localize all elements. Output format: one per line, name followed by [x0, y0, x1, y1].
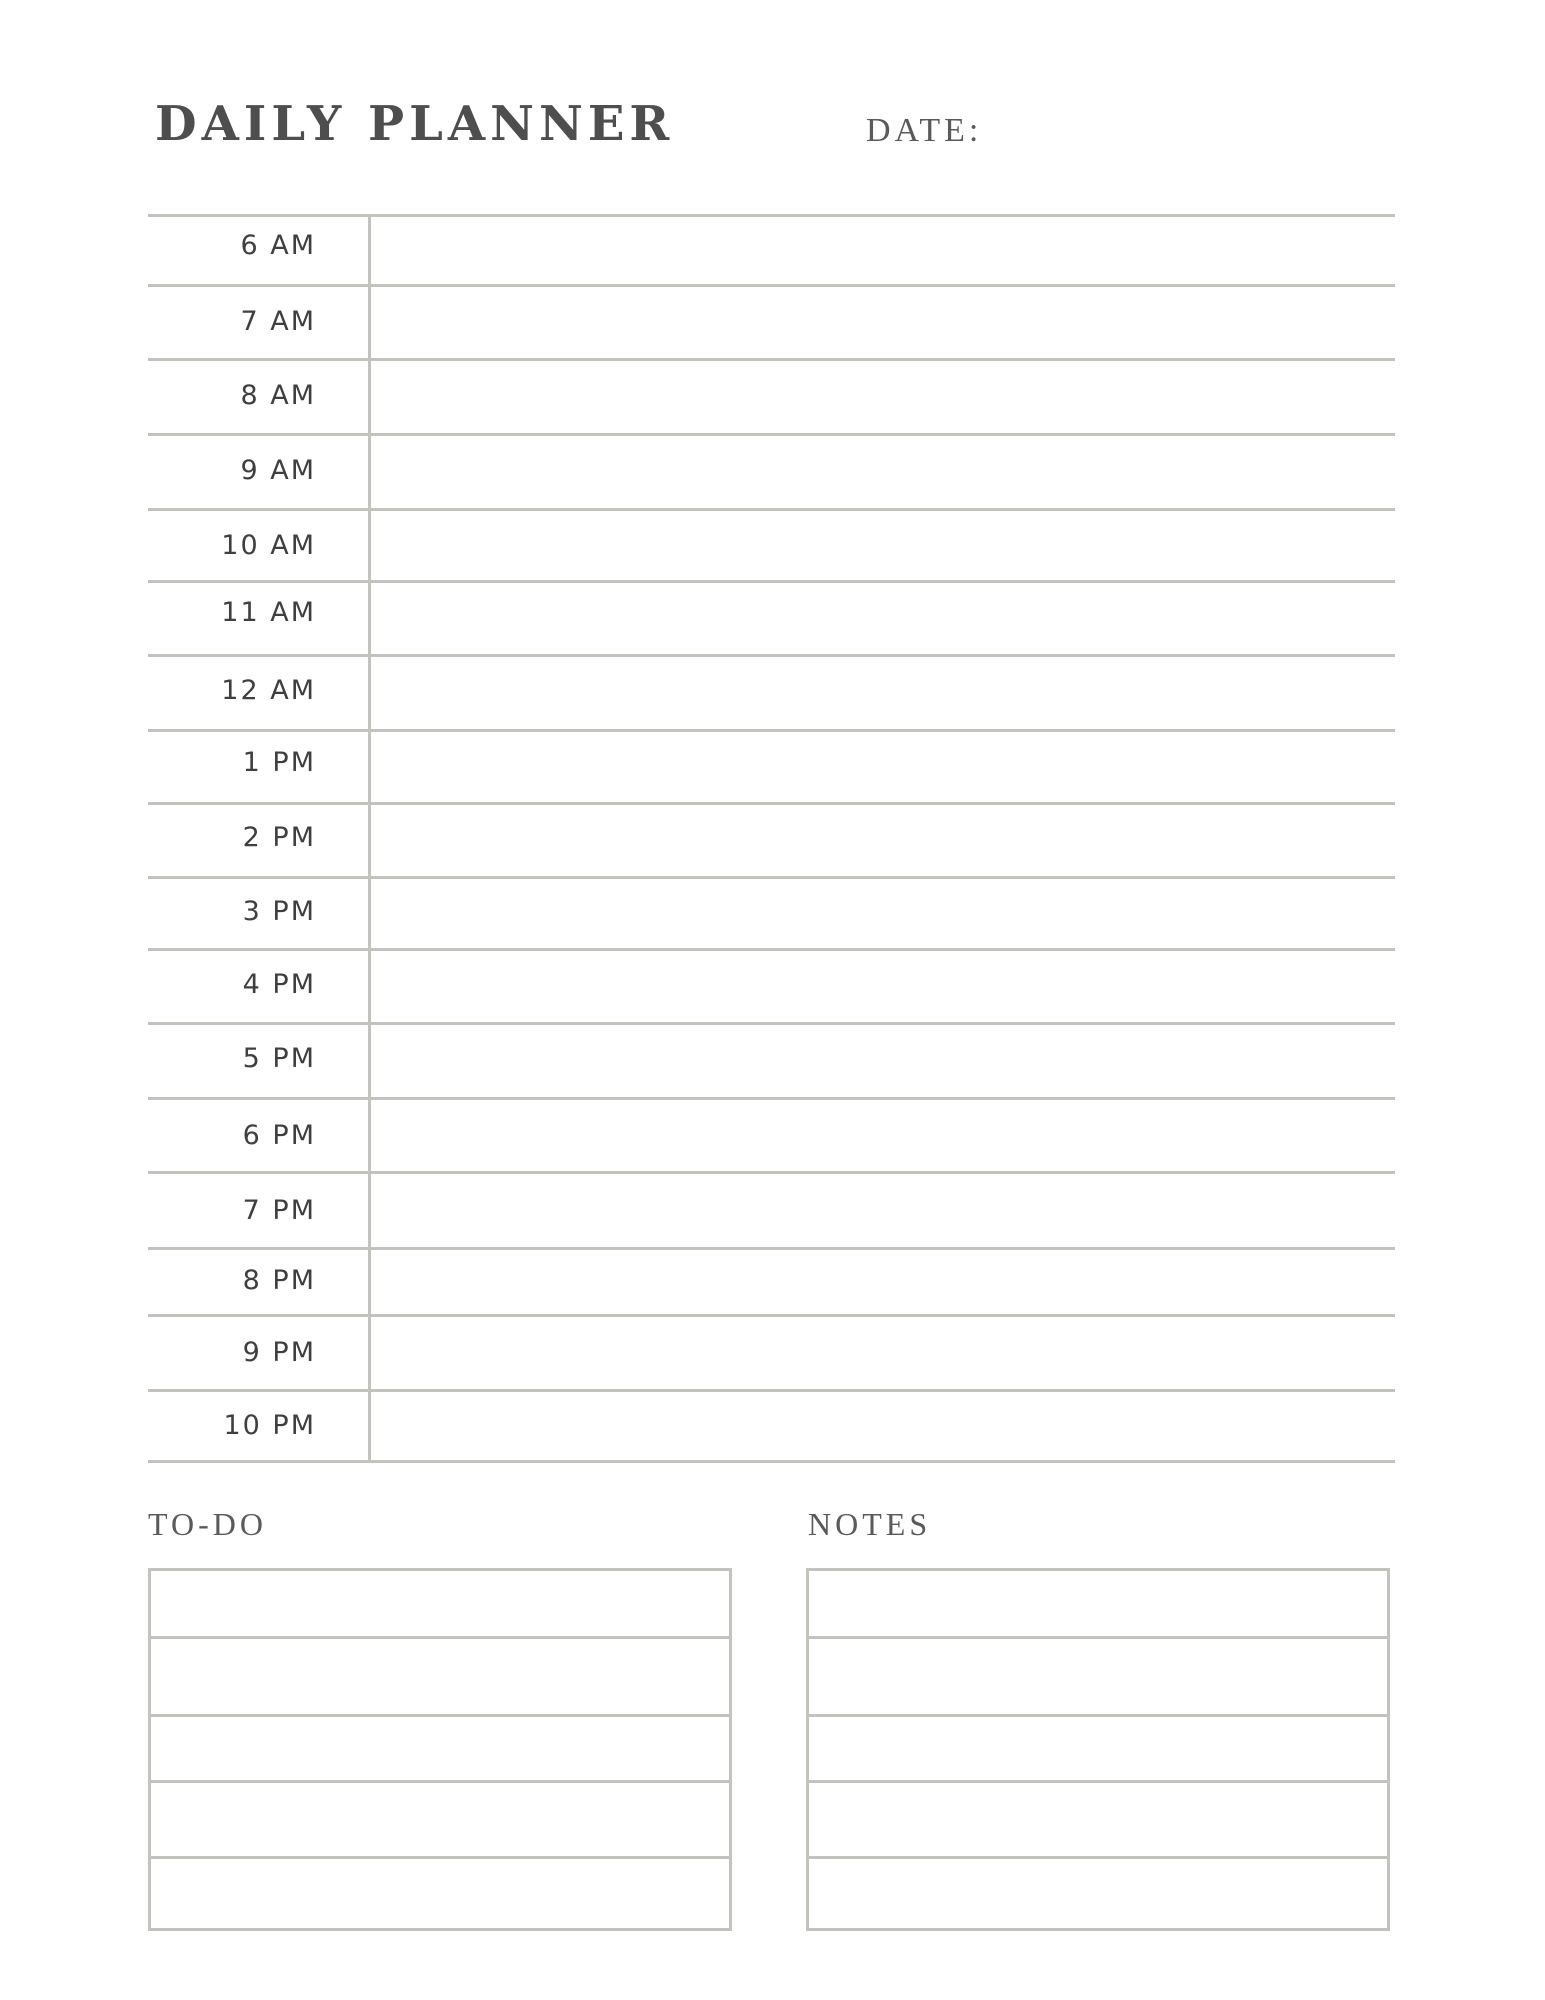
hour-entry-field[interactable]: [372, 951, 1394, 1022]
hour-entry-field[interactable]: [372, 1392, 1394, 1460]
hour-entry-field[interactable]: [372, 732, 1394, 802]
hour-entry-field[interactable]: [372, 361, 1394, 433]
hour-entry-field[interactable]: [372, 657, 1394, 729]
hour-entry-field[interactable]: [372, 879, 1394, 948]
todo-item-field[interactable]: [151, 1717, 729, 1783]
todo-item-field[interactable]: [151, 1783, 729, 1859]
hour-label: 8 AM: [240, 380, 316, 411]
hour-entry-field[interactable]: [372, 1025, 1394, 1097]
hour-entry-field[interactable]: [372, 217, 1394, 284]
hour-label: 10 PM: [223, 1410, 316, 1441]
page-title: DAILY PLANNER: [155, 96, 675, 152]
hour-entry-field[interactable]: [372, 436, 1394, 508]
hour-entry-field[interactable]: [372, 1100, 1394, 1171]
hour-entry-field[interactable]: [372, 1174, 1394, 1247]
todo-item-field[interactable]: [151, 1571, 729, 1639]
hour-label: 3 PM: [242, 896, 316, 927]
hour-label: 9 AM: [240, 455, 316, 486]
todo-title: TO-DO: [148, 1506, 267, 1542]
notes-box: [806, 1568, 1390, 1931]
hour-label: 12 AM: [221, 675, 316, 706]
hour-label: 8 PM: [242, 1265, 316, 1296]
hour-label: 5 PM: [242, 1043, 316, 1074]
hour-label: 7 PM: [242, 1195, 316, 1226]
notes-line-field[interactable]: [809, 1717, 1387, 1783]
schedule-divider: [368, 214, 371, 1463]
hour-label: 6 PM: [242, 1120, 316, 1151]
todo-item-field[interactable]: [151, 1639, 729, 1717]
hour-label: 7 AM: [240, 306, 316, 337]
hour-label: 4 PM: [242, 969, 316, 1000]
hour-label: 6 AM: [240, 230, 316, 261]
hour-label: 11 AM: [221, 597, 316, 628]
hour-entry-field[interactable]: [372, 583, 1394, 654]
notes-line-field[interactable]: [809, 1783, 1387, 1859]
notes-line-field[interactable]: [809, 1639, 1387, 1717]
date-label: DATE:: [866, 112, 983, 149]
notes-line-field[interactable]: [809, 1859, 1387, 1928]
notes-title: NOTES: [808, 1506, 932, 1542]
schedule-rule: [148, 1460, 1395, 1463]
hour-entry-field[interactable]: [372, 511, 1394, 580]
hour-entry-field[interactable]: [372, 1317, 1394, 1389]
hour-entry-field[interactable]: [372, 1250, 1394, 1314]
notes-line-field[interactable]: [809, 1571, 1387, 1639]
hour-entry-field[interactable]: [372, 805, 1394, 876]
todo-item-field[interactable]: [151, 1859, 729, 1928]
hour-label: 2 PM: [242, 822, 316, 853]
hour-entry-field[interactable]: [372, 287, 1394, 358]
hour-label: 10 AM: [221, 530, 316, 561]
todo-box: [148, 1568, 732, 1931]
hour-label: 9 PM: [242, 1337, 316, 1368]
hour-label: 1 PM: [242, 747, 316, 778]
